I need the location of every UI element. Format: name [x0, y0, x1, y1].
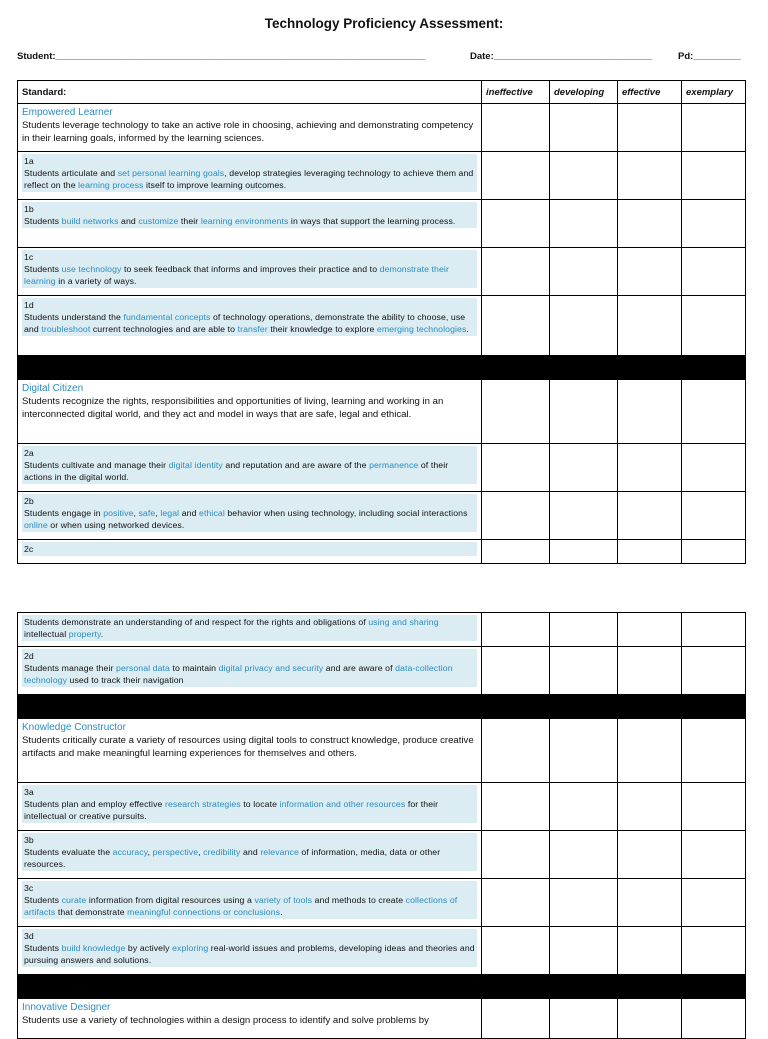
rating-cell-ineffective[interactable] — [482, 719, 550, 783]
text-segment: and — [240, 847, 261, 857]
rating-cell-effective[interactable] — [618, 152, 682, 200]
level-header-developing: developing — [550, 81, 618, 104]
category-cell — [18, 104, 482, 152]
text-segment: Students engage in — [24, 508, 104, 518]
standard-row — [18, 152, 746, 200]
text-segment: their knowledge to explore — [267, 324, 377, 334]
standard-cell — [18, 540, 482, 564]
rating-cell-exemplary[interactable] — [682, 647, 746, 695]
standard-description — [24, 216, 455, 226]
rating-cell-ineffective[interactable] — [482, 613, 550, 647]
standard-description — [24, 799, 438, 821]
standard-number: 1b — [24, 204, 34, 214]
section-separator-row — [18, 356, 746, 380]
highlighted-term: positive — [103, 508, 134, 518]
text-segment: Students evaluate the — [24, 847, 113, 857]
period-field[interactable] — [678, 51, 741, 62]
highlighted-term: build knowledge — [61, 943, 126, 953]
rating-cell-developing[interactable] — [550, 719, 618, 783]
rating-cell-developing[interactable] — [550, 999, 618, 1039]
highlighted-term: research strategies — [164, 799, 241, 809]
highlighted-term: learning process — [78, 180, 144, 190]
highlighted-term: digital identity — [168, 460, 223, 470]
standard-row — [18, 444, 746, 492]
rating-cell-effective[interactable] — [618, 719, 682, 783]
text-segment: and — [118, 216, 139, 226]
text-segment: their — [178, 216, 201, 226]
standard-description — [24, 508, 468, 530]
rating-cell-developing[interactable] — [550, 444, 618, 492]
standard-cell — [18, 613, 482, 647]
text-segment: Students — [24, 264, 62, 274]
text-segment: current technologies and are able to — [90, 324, 238, 334]
rating-cell-effective[interactable] — [618, 296, 682, 356]
highlighted-term: data-collection technology — [24, 663, 453, 685]
period-label: Pd: — [678, 51, 694, 62]
standard-cell — [18, 831, 482, 879]
standard-row — [18, 831, 746, 879]
standard-text-box — [22, 542, 477, 556]
text-segment: . — [280, 907, 283, 917]
standard-cell — [18, 783, 482, 831]
student-label: Student: — [17, 51, 56, 62]
text-segment: that demonstrate — [55, 907, 128, 917]
text-segment: information from digital resources using a — [86, 895, 255, 905]
category-description: Students critically curate a variety of resources using digital tools to construct knowledge, produce creative artifacts and make meaningful learning experiences for themselves and others. — [22, 735, 474, 759]
standard-description — [24, 617, 439, 639]
period-line: _________ — [693, 51, 741, 62]
text-segment: Students — [24, 895, 62, 905]
text-segment: , — [155, 508, 161, 518]
standard-description — [24, 264, 449, 286]
highlighted-term: emerging technologies — [376, 324, 467, 334]
separator-cell — [18, 356, 746, 380]
rating-cell-ineffective[interactable] — [482, 647, 550, 695]
text-segment: Students plan and employ effective — [24, 799, 165, 809]
highlighted-term: set personal learning goals — [117, 168, 225, 178]
rating-cell-ineffective[interactable] — [482, 248, 550, 296]
standard-cell — [18, 200, 482, 248]
highlighted-term: curate — [61, 895, 87, 905]
rating-cell-ineffective[interactable] — [482, 999, 550, 1039]
standard-row — [18, 296, 746, 356]
standard-number: 1d — [24, 300, 34, 310]
rubric-table-page-2 — [17, 612, 746, 1039]
highlighted-term: permanence — [369, 460, 419, 470]
standard-cell — [18, 492, 482, 540]
category-row — [18, 380, 746, 444]
rating-cell-ineffective[interactable] — [482, 296, 550, 356]
standard-description — [24, 895, 457, 917]
standard-text-box — [22, 929, 477, 967]
category-title: Knowledge Constructor — [22, 722, 126, 733]
rating-cell-ineffective[interactable] — [482, 104, 550, 152]
standard-description — [24, 663, 453, 685]
text-segment: to locate — [240, 799, 280, 809]
standard-description — [24, 168, 473, 190]
rating-cell-ineffective[interactable] — [482, 200, 550, 248]
rating-cell-effective[interactable] — [618, 492, 682, 540]
text-segment: , — [198, 847, 204, 857]
standard-row — [18, 492, 746, 540]
text-segment: , — [133, 508, 139, 518]
standard-number: 2c — [24, 544, 34, 554]
highlighted-term: troubleshoot — [41, 324, 91, 334]
text-segment: , — [147, 847, 153, 857]
rating-cell-developing[interactable] — [550, 879, 618, 927]
rating-cell-ineffective[interactable] — [482, 152, 550, 200]
text-segment: behavior when using technology, including social interactions — [224, 508, 468, 518]
level-header-effective: effective — [618, 81, 682, 104]
standard-text-box — [22, 881, 477, 919]
highlighted-term: build networks — [61, 216, 119, 226]
highlighted-term: perspective — [152, 847, 199, 857]
category-title: Empowered Learner — [22, 107, 113, 118]
text-segment: . — [466, 324, 469, 334]
highlighted-term: learning environments — [200, 216, 289, 226]
rating-cell-exemplary[interactable] — [682, 492, 746, 540]
text-segment: Students understand the — [24, 312, 124, 322]
rating-cell-exemplary[interactable] — [682, 296, 746, 356]
rating-cell-effective[interactable] — [618, 783, 682, 831]
standard-description — [24, 943, 475, 965]
rating-cell-developing[interactable] — [550, 248, 618, 296]
text-segment: Students — [24, 943, 62, 953]
text-segment: to seek feedback that informs and improves their practice and to — [121, 264, 380, 274]
category-cell — [18, 380, 482, 444]
text-segment: of their actions in the digital world. — [24, 460, 449, 482]
standard-text-box — [22, 154, 477, 192]
text-segment: intellectual — [24, 629, 69, 639]
rating-cell-ineffective[interactable] — [482, 783, 550, 831]
standard-text-box — [22, 833, 477, 871]
rating-cell-developing[interactable] — [550, 613, 618, 647]
standard-description — [24, 312, 469, 334]
highlighted-term: relevance — [260, 847, 299, 857]
text-segment: in ways that support the learning process. — [288, 216, 456, 226]
standard-cell — [18, 152, 482, 200]
standard-text-box — [22, 494, 477, 532]
standard-row — [18, 647, 746, 695]
rating-cell-effective[interactable] — [618, 248, 682, 296]
standard-row — [18, 540, 746, 564]
rating-cell-exemplary[interactable] — [682, 540, 746, 564]
standard-cell — [18, 248, 482, 296]
rating-cell-exemplary[interactable] — [682, 719, 746, 783]
separator-cell — [18, 975, 746, 999]
text-segment: and methods to create — [312, 895, 406, 905]
rating-cell-effective[interactable] — [618, 104, 682, 152]
rating-cell-exemplary[interactable] — [682, 380, 746, 444]
rating-cell-exemplary[interactable] — [682, 248, 746, 296]
text-segment: Students cultivate and manage their — [24, 460, 169, 470]
standard-row — [18, 783, 746, 831]
category-description: Students recognize the rights, responsibilities and opportunities of living, learning and working in an interconnected digital world, and they act and model in ways that are safe, legal and ethical. — [22, 396, 444, 420]
text-segment: Students demonstrate an understanding of and respect for the rights and obligations of — [24, 617, 369, 627]
rating-cell-developing[interactable] — [550, 200, 618, 248]
section-separator-row — [18, 695, 746, 719]
category-row — [18, 999, 746, 1039]
standard-header: Standard: — [18, 81, 482, 104]
highlighted-term: digital privacy and security — [218, 663, 324, 673]
category-title: Innovative Designer — [22, 1002, 111, 1013]
rating-cell-exemplary[interactable] — [682, 104, 746, 152]
rating-cell-effective[interactable] — [618, 831, 682, 879]
highlighted-term: fundamental concepts — [123, 312, 211, 322]
standard-cell — [18, 444, 482, 492]
highlighted-term: legal — [160, 508, 180, 518]
standard-number: 1c — [24, 252, 34, 262]
standard-description — [24, 460, 448, 482]
date-label: Date: — [470, 51, 494, 62]
standard-text-box — [22, 298, 477, 336]
text-segment: and are aware of — [323, 663, 396, 673]
separator-cell — [18, 695, 746, 719]
highlighted-term: information and other resources — [279, 799, 406, 809]
highlighted-term: property — [68, 629, 101, 639]
rating-cell-exemplary[interactable] — [682, 613, 746, 647]
level-header-ineffective: ineffective — [482, 81, 550, 104]
standard-row — [18, 200, 746, 248]
standard-number: 1a — [24, 156, 34, 166]
level-header-exemplary: exemplary — [682, 81, 746, 104]
standard-number: 3a — [24, 787, 34, 797]
rating-cell-developing[interactable] — [550, 647, 618, 695]
highlighted-term: credibility — [203, 847, 241, 857]
standard-row — [18, 927, 746, 975]
student-field[interactable] — [17, 51, 425, 62]
highlighted-term: accuracy — [112, 847, 148, 857]
highlighted-term: exploring — [172, 943, 209, 953]
category-description: Students leverage technology to take an active role in choosing, achieving and demonstrating competency in their learning goals, informed by the learning sciences. — [22, 120, 474, 144]
text-segment: and — [179, 508, 200, 518]
section-separator-row — [18, 975, 746, 999]
rating-cell-developing[interactable] — [550, 104, 618, 152]
rating-cell-ineffective[interactable] — [482, 831, 550, 879]
category-description: Students use a variety of technologies within a design process to identify and solve problems by — [22, 1015, 429, 1026]
standard-text-box — [22, 649, 477, 687]
rating-cell-developing[interactable] — [550, 831, 618, 879]
rating-cell-ineffective[interactable] — [482, 444, 550, 492]
category-title: Digital Citizen — [22, 383, 84, 394]
category-row — [18, 719, 746, 783]
rating-cell-exemplary[interactable] — [682, 783, 746, 831]
page-title: Technology Proficiency Assessment: — [264, 16, 504, 31]
rating-cell-exemplary[interactable] — [682, 152, 746, 200]
text-segment: to maintain — [169, 663, 219, 673]
text-segment: of technology operations, demonstrate the ability to choose, use and — [24, 312, 466, 334]
rating-cell-exemplary[interactable] — [682, 831, 746, 879]
rubric-header-row — [18, 81, 746, 104]
text-segment: and reputation and are aware of the — [222, 460, 370, 470]
standard-cell — [18, 879, 482, 927]
rating-cell-ineffective[interactable] — [482, 492, 550, 540]
text-segment: in a variety of ways. — [55, 276, 137, 286]
rating-cell-effective[interactable] — [618, 879, 682, 927]
standard-text-box — [22, 615, 477, 641]
category-cell — [18, 719, 482, 783]
highlighted-term: safe — [138, 508, 156, 518]
rating-cell-exemplary[interactable] — [682, 879, 746, 927]
text-segment: real-world issues and problems, developing ideas and theories and pursuing answers and solutions. — [24, 943, 475, 965]
text-segment: used to track their navigation — [67, 675, 184, 685]
rating-cell-effective[interactable] — [618, 540, 682, 564]
text-segment: or when using networked devices. — [47, 520, 185, 530]
rating-cell-ineffective[interactable] — [482, 380, 550, 444]
rating-cell-effective[interactable] — [618, 200, 682, 248]
rating-cell-effective[interactable] — [618, 613, 682, 647]
standard-description — [24, 847, 440, 869]
standard-text-box — [22, 202, 477, 228]
rating-cell-effective[interactable] — [618, 380, 682, 444]
text-segment: for their intellectual or creative pursuits. — [24, 799, 439, 821]
standard-row — [18, 879, 746, 927]
text-segment: . — [100, 629, 104, 639]
rating-cell-developing[interactable] — [550, 783, 618, 831]
standard-number: 2b — [24, 496, 34, 506]
rating-cell-exemplary[interactable] — [682, 999, 746, 1039]
standard-row — [18, 613, 746, 647]
standard-number: 3c — [24, 883, 34, 893]
highlighted-term: ethical — [199, 508, 225, 518]
rating-cell-exemplary[interactable] — [682, 927, 746, 975]
rating-cell-developing[interactable] — [550, 492, 618, 540]
highlighted-term: demonstrate their learning — [24, 264, 449, 286]
rating-cell-developing[interactable] — [550, 152, 618, 200]
rating-cell-developing[interactable] — [550, 296, 618, 356]
highlighted-term: personal data — [116, 663, 170, 673]
category-cell — [18, 999, 482, 1039]
standard-text-box — [22, 250, 477, 288]
standard-number: 2a — [24, 448, 34, 458]
standard-number: 3d — [24, 931, 34, 941]
standard-cell — [18, 296, 482, 356]
highlighted-term: use technology — [61, 264, 122, 274]
standard-cell — [18, 927, 482, 975]
highlighted-term: collections of artifacts — [24, 895, 458, 917]
highlighted-term: using and sharing — [368, 617, 439, 627]
rating-cell-exemplary[interactable] — [682, 444, 746, 492]
rating-cell-exemplary[interactable] — [682, 200, 746, 248]
standard-text-box — [22, 785, 477, 823]
standard-row — [18, 248, 746, 296]
highlighted-term: variety of tools — [254, 895, 313, 905]
text-segment: , develop strategies leveraging technology to achieve them and reflect on the — [24, 168, 474, 190]
rating-cell-ineffective[interactable] — [482, 540, 550, 564]
rating-cell-effective[interactable] — [618, 444, 682, 492]
student-line: ______________________________________________________________________ — [55, 51, 426, 62]
rating-cell-developing[interactable] — [550, 927, 618, 975]
highlighted-term: customize — [138, 216, 179, 226]
rating-cell-developing[interactable] — [550, 540, 618, 564]
rating-cell-effective[interactable] — [618, 927, 682, 975]
text-segment: by actively — [125, 943, 173, 953]
date-field[interactable] — [470, 51, 652, 62]
category-row — [18, 104, 746, 152]
date-line: ______________________________ — [493, 51, 653, 62]
rating-cell-developing[interactable] — [550, 380, 618, 444]
rating-cell-effective[interactable] — [618, 647, 682, 695]
rating-cell-effective[interactable] — [618, 999, 682, 1039]
highlighted-term: meaningful connections or conclusions — [127, 907, 281, 917]
standard-number: 3b — [24, 835, 34, 845]
highlighted-term: transfer — [237, 324, 268, 334]
highlighted-term: online — [24, 520, 48, 530]
standard-text-box — [22, 446, 477, 484]
text-segment: Students articulate and — [24, 168, 118, 178]
standard-number: 2d — [24, 651, 34, 661]
standard-cell — [18, 647, 482, 695]
rating-cell-ineffective[interactable] — [482, 879, 550, 927]
rubric-table-page-1 — [17, 80, 746, 564]
rating-cell-ineffective[interactable] — [482, 927, 550, 975]
text-segment: Students — [24, 216, 62, 226]
text-segment: of information, media, data or other resources. — [24, 847, 441, 869]
text-segment: Students manage their — [24, 663, 117, 673]
text-segment: itself to improve learning outcomes. — [143, 180, 287, 190]
